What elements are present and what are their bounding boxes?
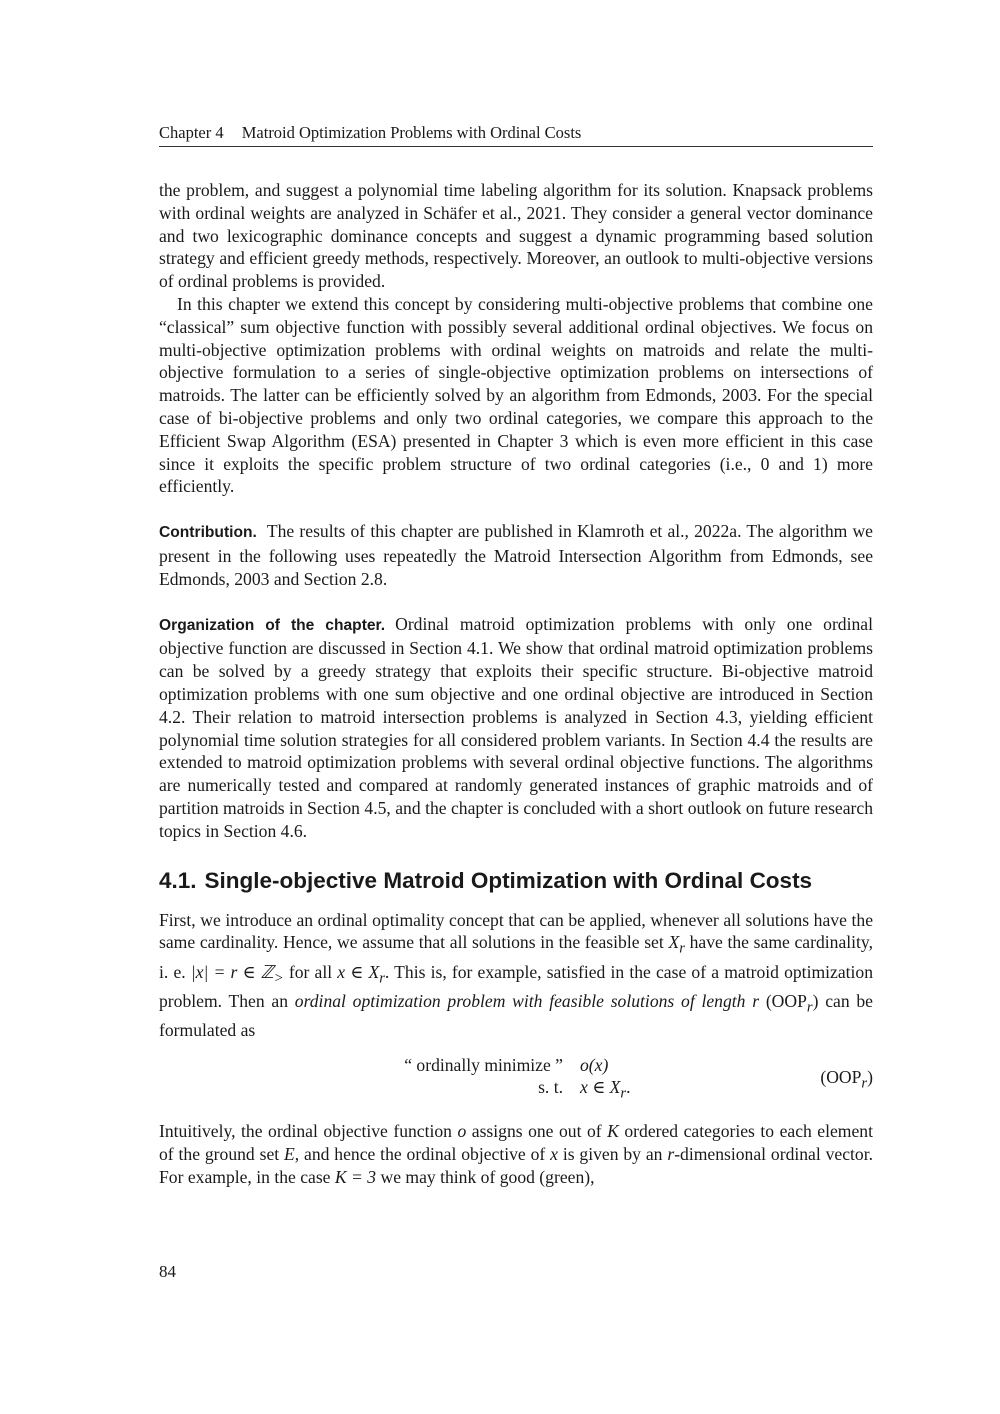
paragraph: Intuitively, the ordinal objective function o assigns one out of K ordered categories to each element of the ground set E, and hence the ordinal objective of x is given by an r-dimensional ordinal vector. For example, in the case K = 3 we may think of good (green), — [159, 1121, 874, 1187]
organization-heading: Organization of the chapter. — [159, 616, 386, 634]
display-equation — [159, 1054, 873, 1106]
emphasis: ordinal optimization problem with feasible solutions of length r — [294, 990, 760, 1011]
math-inline: x ∈ $X_r$ — [337, 961, 385, 987]
section-heading — [159, 867, 873, 895]
paragraph: First, we introduce an ordinal optimality concept that can be applied, whenever all solutions have the same cardinality. Hence, we assume that all solutions in the feasible set $X_r$ have the same cardinality, i. e. |x| = r ∈ ℤ$_>$ for all x ∈ $X_r$. This is, for example, satisfied in the case of a matroid optimization problem. Then an ordinal optimization problem with feasible solutions of length r $(OOP_r)$ can be formulated as — [159, 909, 874, 1041]
equation-objective: o(x) — [580, 1055, 609, 1076]
body-text — [159, 179, 873, 1188]
page-number: 84 — [159, 1262, 176, 1281]
section-title: Single-objective Matroid Optimization with Ordinal Costs — [204, 867, 813, 893]
paragraph: In this chapter we extend this concept by considering multi-objective problems that combine one “classical” sum objective function with possibly several additional ordinal objectives. We focus on multi-objective optimization problems with ordinal weights on matroids and relate the multi-objective formulation to a series of single-objective optimization problems on intersections of matroids. The latter can be efficiently solved by an algorithm from Edmonds, 2003. For the special case of bi-objective problems and only two ordinal categories, we compare this approach to the Efficient Swap Algorithm (ESA) presented in Chapter 3 which is even more efficient in this case since it exploits the specific problem structure of two ordinal categories (i.e., 0 and 1) more efficiently. — [159, 293, 873, 497]
equation-objective-label: “ ordinally minimize ” — [404, 1055, 563, 1076]
chapter-title: Matroid Optimization Problems with Ordinal Costs — [241, 123, 582, 142]
contribution-heading: Contribution. — [159, 524, 257, 542]
math-inline: |x| = r ∈ ℤ$_>$ — [190, 961, 284, 987]
organization-text: Ordinal matroid optimization problems with only one ordinal objective function are discussed in Section 4.1. We show that ordinal matroid optimization problems can be solved by a greedy strategy that exploits their specific structure. Bi-objective matroid optimization problems with one sum objective and one ordinal objective are introduced in Section 4.2. Their relation to matroid intersection problems is analyzed in Section 4.3, yielding efficient polynomial time solution strategies for all considered problem variants. In Section 4.4 the results are extended to matroid optimization problems with several ordinal objective functions. The algorithms are numerically tested and compared at randomly generated instances of graphic matroids and of partition matroids in Section 4.5, and the chapter is concluded with a short outlook on future research topics in Section 4.6. — [159, 613, 873, 841]
chapter-label: Chapter 4 — [159, 123, 224, 142]
organization-paragraph — [159, 613, 873, 843]
math-inline: $X_r$ — [668, 932, 685, 957]
equation-constraint: x ∈ $X_r$. — [580, 1077, 631, 1102]
section-number: 4.1. — [159, 867, 197, 893]
running-header — [159, 122, 873, 147]
paragraph: the problem, and suggest a polynomial time labeling algorithm for its solution. Knapsack problems with ordinal weights are analyzed in Schäfer et al., 2021. They consider a general vector dominance and two lexicographic dominance concepts and suggest a dynamic programming based solution strategy and efficient greedy methods, respectively. Moreover, an outlook to multi-objective versions of ordinal problems is provided. — [159, 180, 873, 292]
equation-tag: $(OOP_r)$ — [820, 1067, 873, 1092]
contribution-paragraph — [159, 520, 873, 590]
contribution-text: The results of this chapter are published in Klamroth et al., 2022a. The algorithm we present in the following uses repeatedly the Matroid Intersection Algorithm from Edmonds, see Edmonds, 2003 and Section 2.8. — [159, 521, 873, 589]
equation-constraint-label: s. t. — [538, 1077, 563, 1098]
